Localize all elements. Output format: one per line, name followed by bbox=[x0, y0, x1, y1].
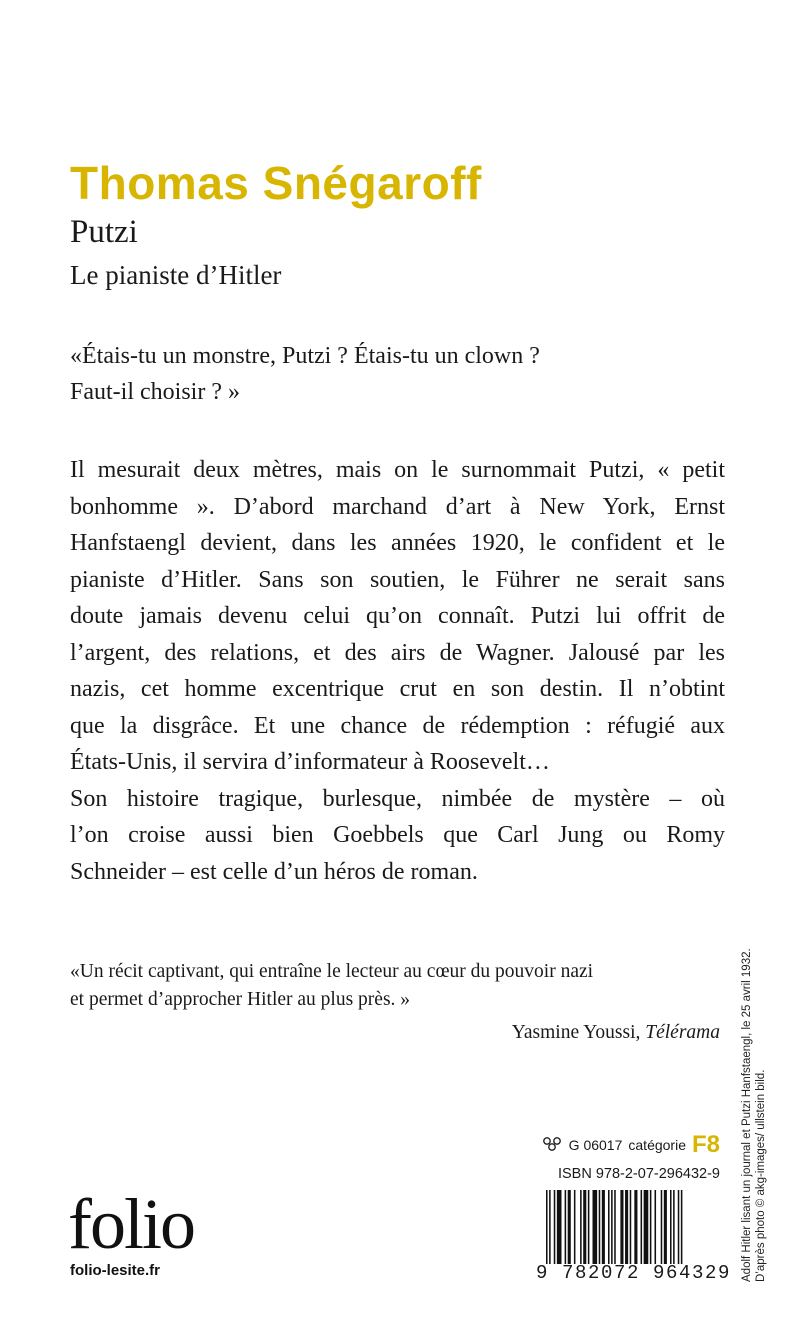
epigraph-line: «Étais-tu un monstre, Putzi ? Étais-tu un clown ? bbox=[70, 343, 540, 369]
photo-credit bbox=[740, 910, 768, 1282]
review-quote bbox=[70, 958, 725, 1014]
publisher-website: folio-lesite.fr bbox=[70, 1262, 161, 1279]
blurb-line: États-Unis, il servira d’informateur à Roosevelt… bbox=[70, 749, 550, 775]
isbn: ISBN 978-2-07-296432-9 bbox=[557, 1166, 720, 1182]
photo-credit-line: Adolf Hitler lisant un journal et Putzi Hanfstaengl, le 25 avril 1932. bbox=[741, 948, 753, 1282]
review-line: et permet d’approcher Hitler au plus près. » bbox=[70, 989, 411, 1010]
blurb-line: que la disgrâce. Et une chance de rédemption : réfugié aux bbox=[70, 712, 725, 739]
category-label: catégorie bbox=[628, 1137, 686, 1153]
blurb bbox=[70, 452, 725, 890]
publication-name: Télérama bbox=[645, 1022, 720, 1043]
barcode bbox=[546, 1190, 724, 1264]
reviewer-name: Yasmine Youssi, bbox=[511, 1022, 641, 1043]
photo-credit-line: D’après photo © akg-images/ ullstein bild. bbox=[755, 1069, 767, 1282]
epigraph-line: Faut-il choisir ? » bbox=[70, 379, 240, 405]
blurb-line: l’on croise aussi bien Goebbels que Carl Jung ou Romy bbox=[70, 822, 725, 848]
blurb-line: Il mesurait deux mètres, mais on le surnommait Putzi, « petit bbox=[70, 457, 725, 483]
blurb-line: nazis, cet homme excentrique crut en son destin. Il n’obtint bbox=[70, 676, 725, 702]
catalog-number: G 06017 bbox=[568, 1137, 623, 1153]
blurb-line: doute jamais devenu celui qu’on connaît. Putzi lui offrit de bbox=[70, 603, 725, 629]
blurb-line: Schneider – est celle d’un héros de roman. bbox=[70, 858, 478, 885]
book-title: Putzi bbox=[70, 214, 138, 250]
blurb-line: Hanfstaengl devient, dans les années 1920, le confident et le bbox=[70, 530, 725, 556]
review-attribution bbox=[512, 1022, 720, 1044]
blurb-line: bonhomme ». D’abord marchand d’art à New York, Ernst bbox=[70, 493, 725, 520]
publisher-logo: folio bbox=[68, 1184, 194, 1264]
author-name: Thomas Snégaroff bbox=[70, 157, 482, 209]
category-code: F8 bbox=[691, 1131, 720, 1158]
barcode-digits: 9 782072 964329 bbox=[536, 1262, 732, 1284]
book-subtitle: Le pianiste d’Hitler bbox=[70, 260, 282, 290]
blurb-line: Son histoire tragique, burlesque, nimbée de mystère – où bbox=[70, 785, 725, 812]
blurb-line: pianiste d’Hitler. Sans son soutien, le Führer ne serait sans bbox=[70, 566, 725, 593]
folio-mark-icon bbox=[541, 1136, 563, 1155]
catalog-info bbox=[541, 1133, 720, 1157]
blurb-line: l’argent, des relations, et des airs de Wagner. Jalousé par les bbox=[70, 639, 725, 666]
review-line: «Un récit captivant, qui entraîne le lecteur au cœur du pouvoir nazi bbox=[70, 961, 594, 982]
epigraph bbox=[70, 338, 730, 410]
